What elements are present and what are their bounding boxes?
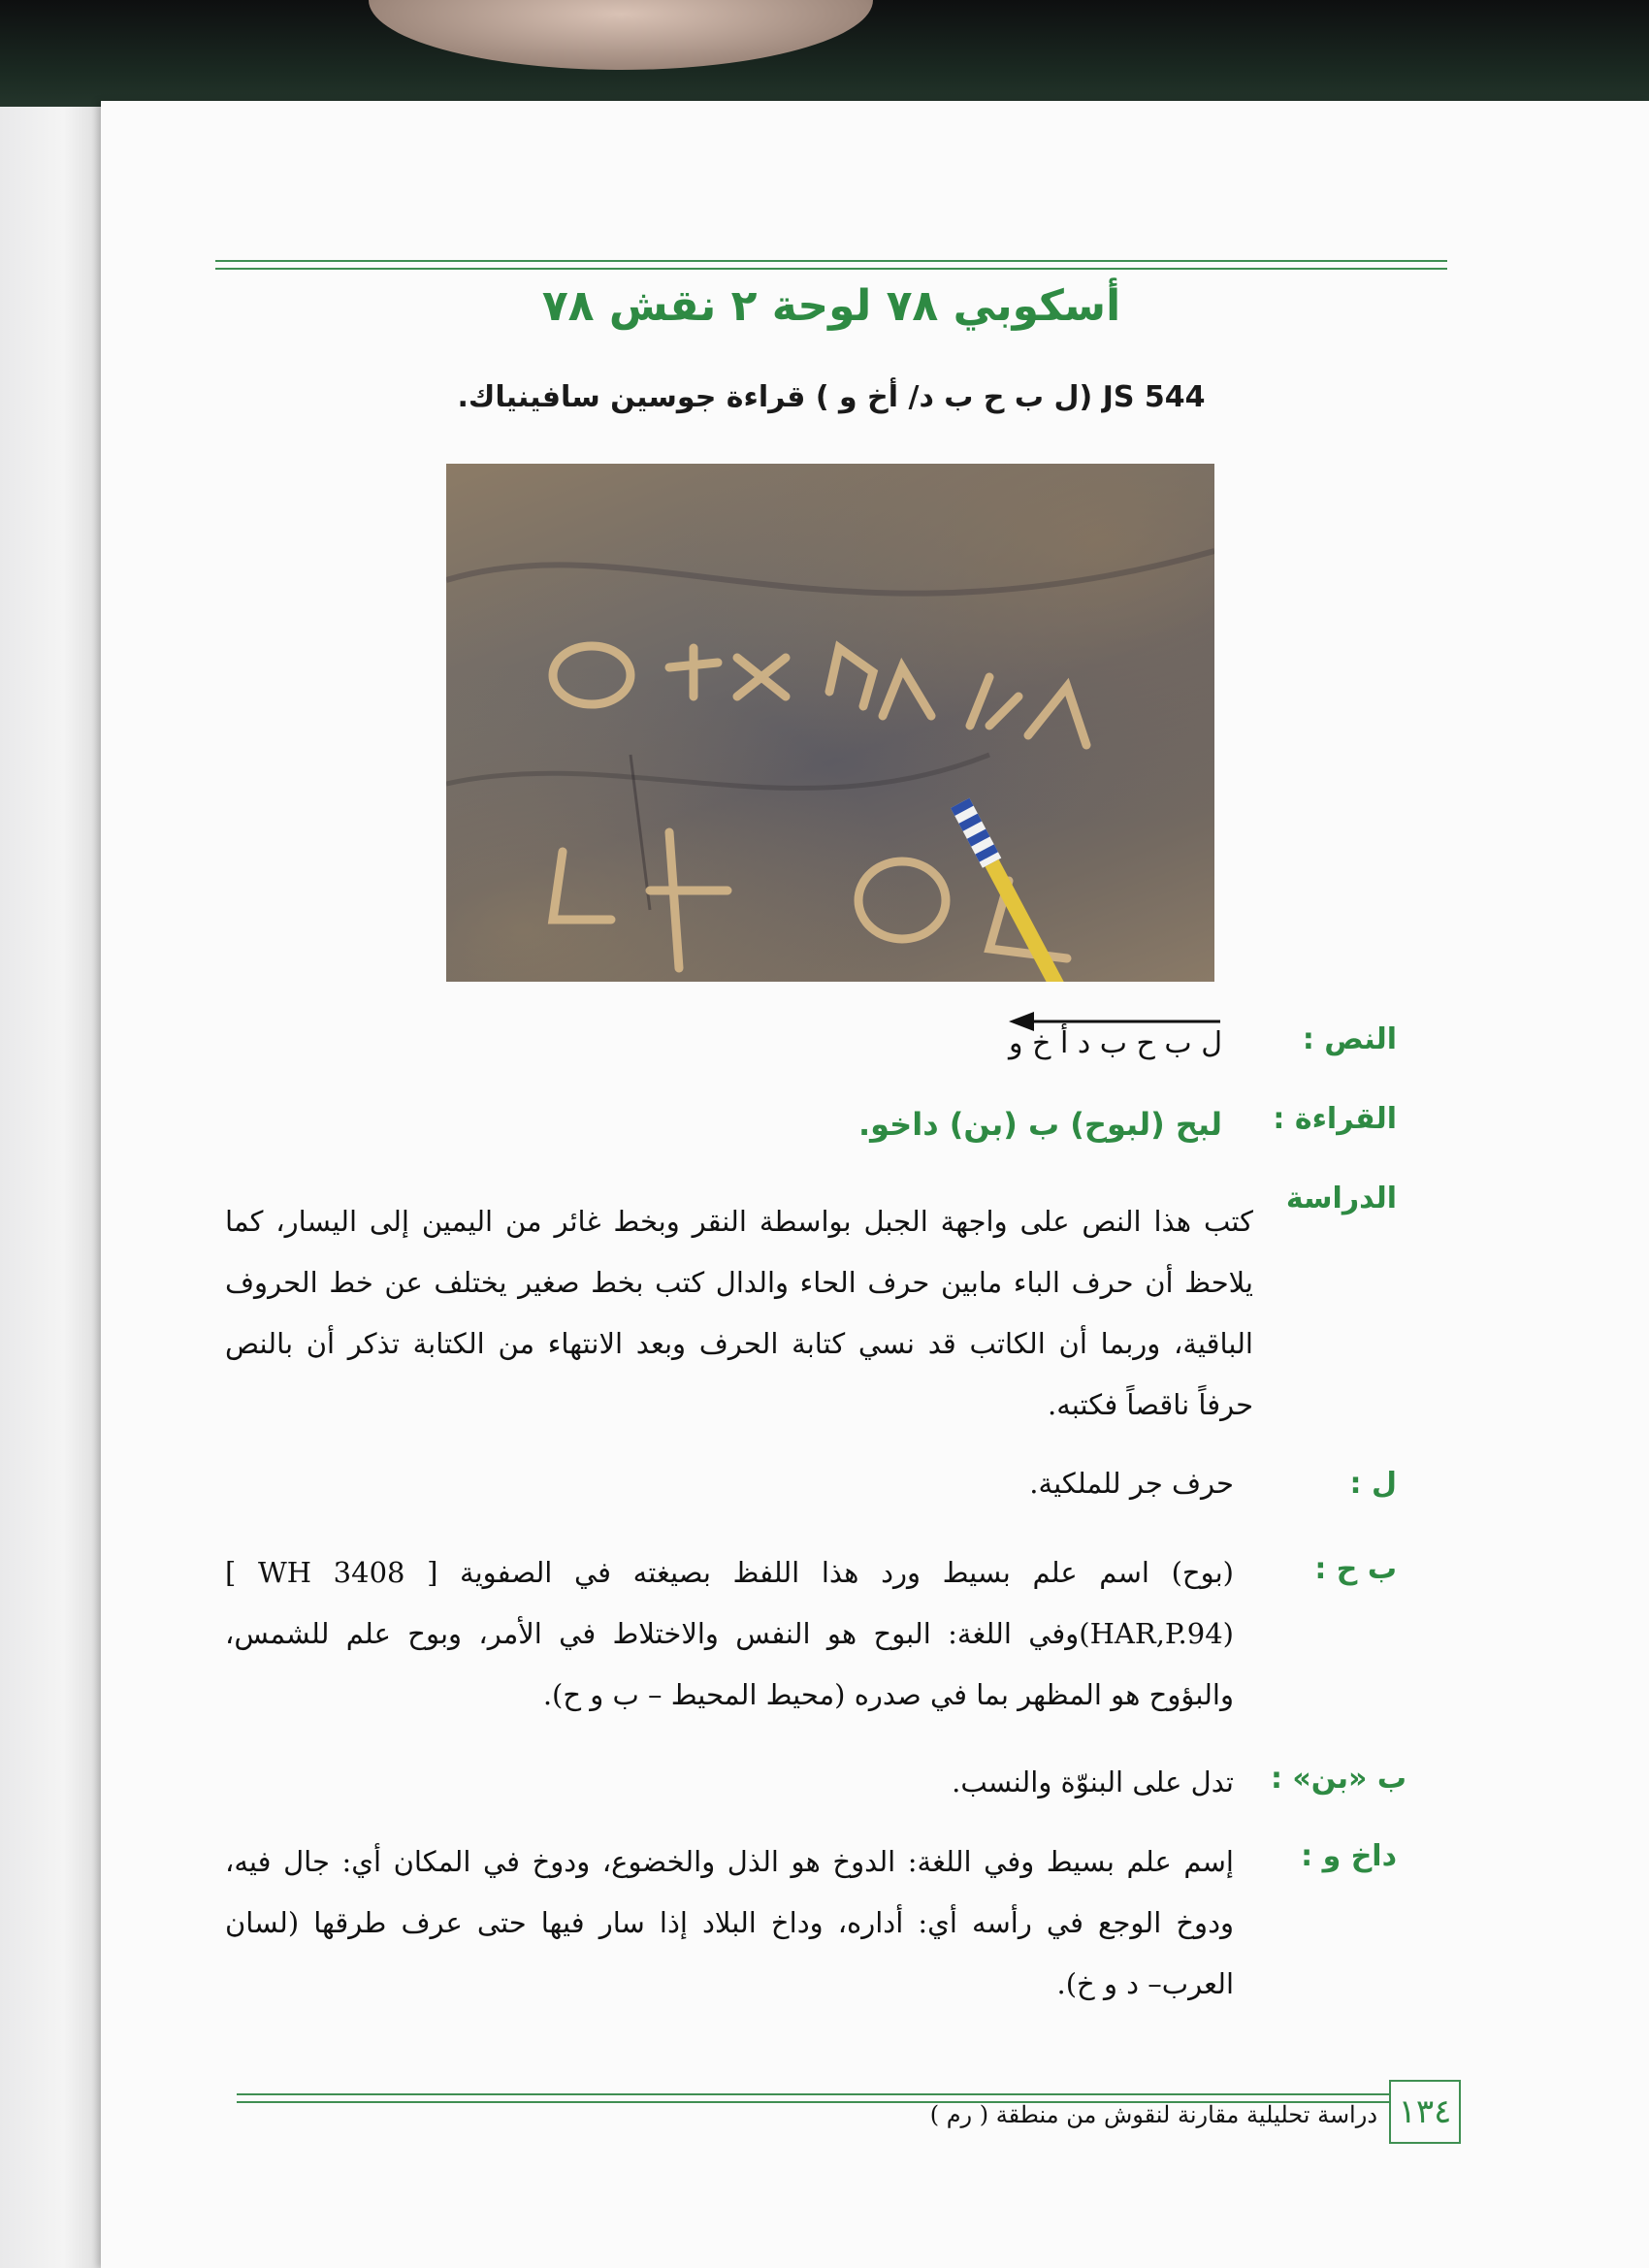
reading-label: القراءة : xyxy=(1273,1102,1397,1136)
entry-text-bah: (بوح) اسم علم بسيط ورد هذا اللفظ بصيغته في الصفوية [ WH 3408 ] (HAR,P.94)وفي اللغة: البوح هو النفس والاختلاط في الأمر، وبوح علم للشمس، والبؤوح هو المظهر بما في صدره (محيط المحيط – ب و ح). xyxy=(225,1556,1234,1711)
page-number: ١٣٤ xyxy=(1389,2080,1461,2144)
entry-label-dakhu: داخ و : xyxy=(1301,1839,1397,1873)
entry-label-bah: ب ح : xyxy=(1314,1552,1397,1586)
text-value: ل ب ح ب د أ خ و xyxy=(1009,1026,1222,1060)
header-rule xyxy=(215,260,1447,270)
rock-inscription-photo xyxy=(446,464,1214,982)
page-title: أسكوبي ٧٨ لوحة ٢ نقش ٧٨ xyxy=(541,281,1121,331)
footer-caption: دراسة تحليلية مقارنة لنقوش من منطقة ( رم ) xyxy=(929,2101,1377,2128)
page-subtitle: JS 544 (ل ب ح ب د/ أخ و ) قراءة جوسين سافينياك. xyxy=(457,380,1206,414)
facing-page-edge xyxy=(0,107,107,2268)
reading-value: لبح (لبوح) ب (بن) داخو. xyxy=(857,1106,1222,1143)
entry-text-bin: تدل على البنوّة والنسب. xyxy=(952,1766,1234,1798)
entry-label-lam: ل : xyxy=(1349,1467,1397,1501)
study-paragraph: كتب هذا النص على واجهة الجبل بواسطة النقر وبخط غائر من اليمين إلى اليسار، كما يلاحظ أن حرف الباء مابين حرف الحاء والدال كتب بخط صغير يختلف عن خط الحروف الباقية، وربما أن الكاتب قد نسي كتابة الحرف وبعد الانتهاء من الكتابة تذكر أن بالنص حرفاً ناقصاً فكتبه. xyxy=(225,1205,1254,1421)
entry-label-bin: ب «بن» : xyxy=(1270,1762,1406,1796)
study-label: الدراسة xyxy=(1285,1182,1397,1215)
entry-text-dakhu: إسم علم بسيط وفي اللغة: الدوخ هو الذل والخضوع، ودوخ في المكان أي: جال فيه، ودوخ الوجع في رأسه أي: أداره، وداخ البلاد إذا سار فيها حتى عرف طرقها (لسان العرب– د و خ). xyxy=(225,1845,1234,2000)
entry-text-lam: حرف جر للملكية. xyxy=(1029,1467,1234,1500)
text-label: النص : xyxy=(1302,1022,1397,1056)
inscription-photo-drawing xyxy=(446,464,1214,982)
